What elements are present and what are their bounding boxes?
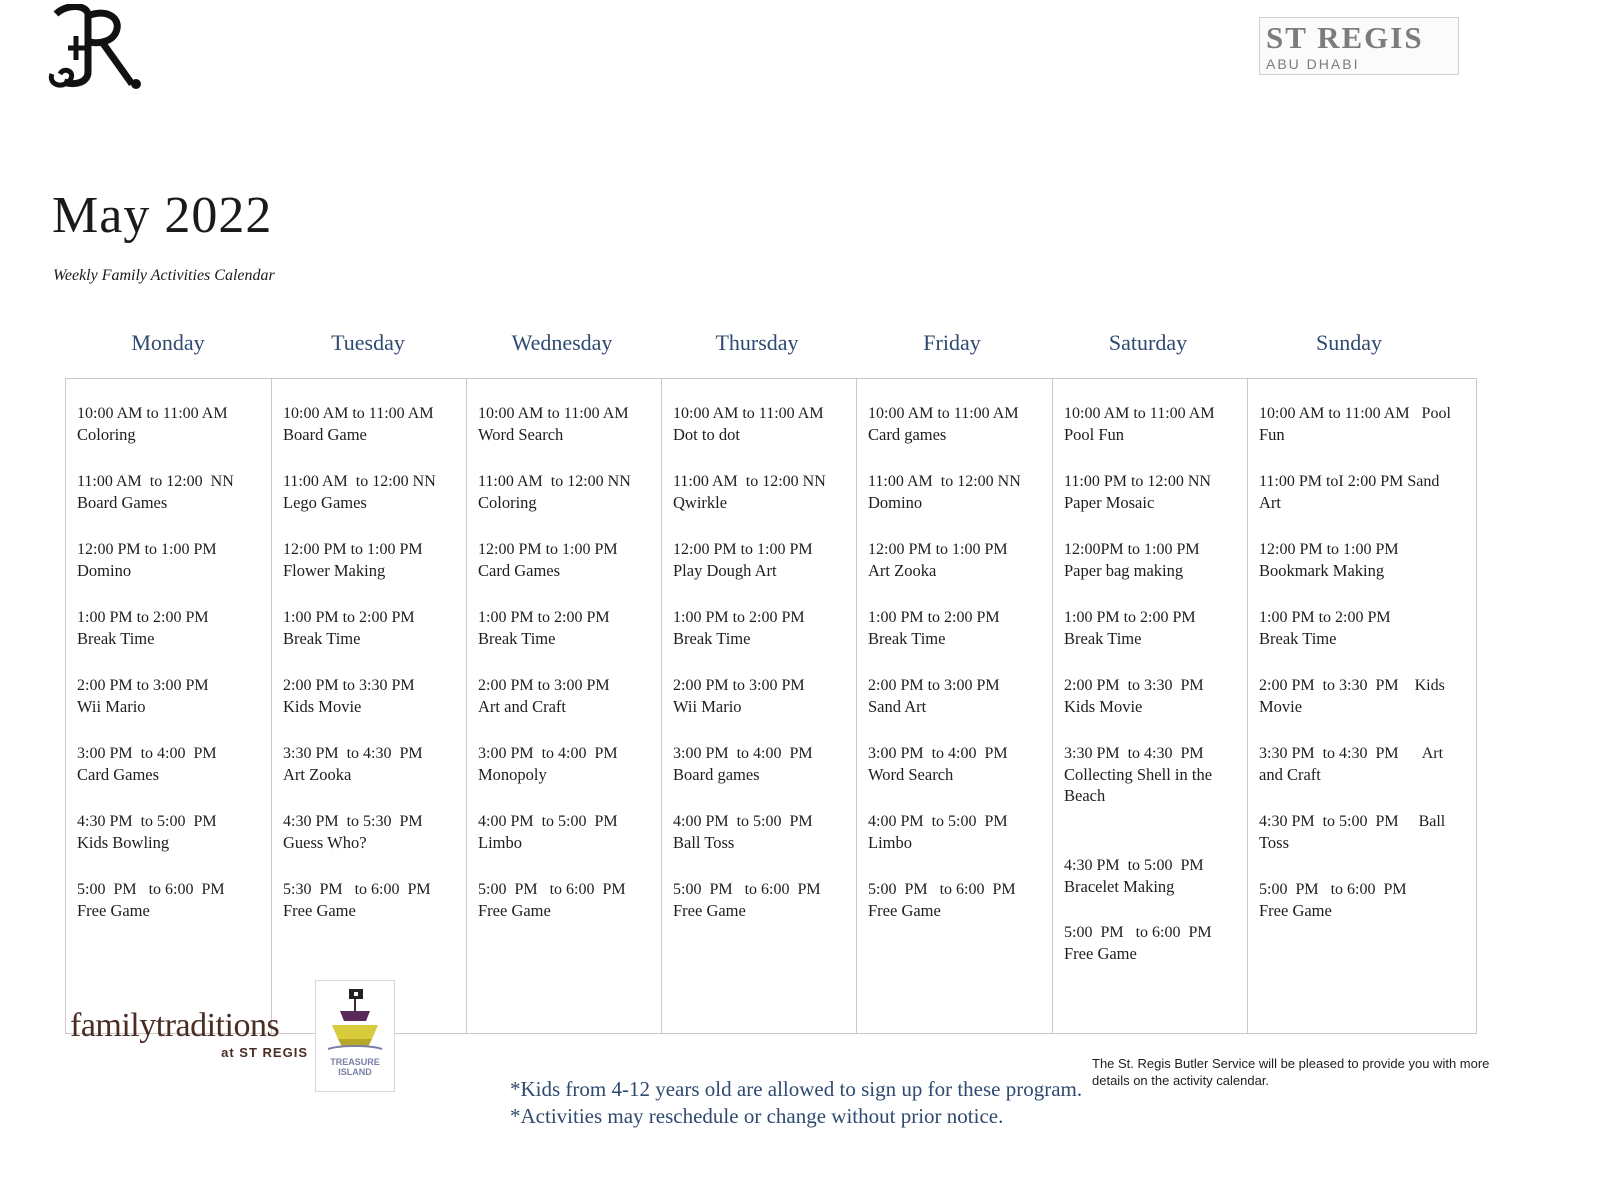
day-header-saturday: Saturday [1108, 330, 1188, 355]
activity-item [868, 607, 1046, 649]
activity-item [77, 607, 265, 649]
activity-time: 4:00 PM to 5:00 PM [673, 813, 813, 830]
activity-time: 5:00 PM to 6:00 PM [1064, 924, 1212, 941]
activity-name: Kids Movie [1064, 697, 1143, 716]
activity-time: 2:00 PM to 3:30 PM [1064, 677, 1204, 694]
calendar-grid [65, 378, 1477, 1034]
activity-time: 1:00 PM to 2:00 PM [283, 609, 415, 626]
activity-time: 2:00 PM to 3:00 PM [673, 677, 805, 694]
activity-name: Wii Mario [673, 697, 742, 716]
activity-time: 10:00 AM to 11:00 AM [478, 405, 629, 422]
activity-time: 1:00 PM to 2:00 PM [673, 609, 805, 626]
activity-item [77, 675, 265, 717]
activity-item [77, 879, 265, 921]
activity-time: 2:00 PM to 3:30 PM [283, 677, 415, 694]
activity-time: 10:00 AM to 11:00 AM [868, 405, 1019, 422]
activity-time: 11:00 AM to 12:00 NN [77, 473, 234, 490]
activity-name: Movie [1259, 697, 1303, 716]
activity-time: 10:00 AM to 11:00 AM [673, 405, 824, 422]
change-note: *Activities may reschedule or change without prior notice. [510, 1104, 1004, 1128]
activity-time: 5:00 PM to 6:00 PM [77, 881, 225, 898]
activity-item [283, 403, 460, 445]
activity-item [478, 811, 655, 853]
activity-name: Free Game [478, 901, 551, 920]
activity-item [868, 403, 1046, 445]
activity-item [673, 675, 850, 717]
activity-item [478, 607, 655, 649]
activity-time: 1:00 PM to 2:00 PM [1064, 609, 1196, 626]
activity-time: 12:00 PM to 1:00 PM [77, 541, 217, 558]
activity-item [1064, 471, 1241, 513]
activity-name: Break Time [283, 629, 361, 648]
activity-time: 3:00 PM to 4:00 PM [478, 745, 618, 762]
activity-item [77, 539, 265, 581]
activity-name: Art Zooka [283, 765, 352, 784]
treasure-island-label: TREASURE ISLAND [330, 1057, 380, 1077]
activity-name: Guess Who? [283, 833, 367, 852]
day-header-monday: Monday [131, 330, 205, 355]
day-headers-row [65, 330, 1465, 360]
st-regis-monogram-logo [46, 4, 146, 90]
activity-name: Collecting Shell in the Beach [1064, 765, 1213, 805]
activity-name: Art Zooka [868, 561, 937, 580]
activity-item [1259, 403, 1469, 445]
day-header-friday: Friday [923, 330, 981, 355]
day-column-saturday [1052, 379, 1247, 1033]
activity-item [283, 471, 460, 513]
activity-name: Break Time [868, 629, 946, 648]
activity-name: Bookmark Making [1259, 561, 1385, 580]
family-traditions-sub: at ST REGIS [221, 1045, 308, 1060]
activity-item [868, 675, 1046, 717]
activity-item [77, 471, 265, 513]
activity-name: Play Dough Art [673, 561, 777, 580]
activity-time: 5:00 PM to 6:00 PM [868, 881, 1016, 898]
activity-item [1259, 675, 1469, 717]
activity-time: 3:30 PM to 4:30 PM [1064, 745, 1204, 762]
activity-item [283, 539, 460, 581]
activity-name: Free Game [1259, 901, 1332, 920]
activity-item [1064, 539, 1241, 581]
activity-name: Word Search [478, 425, 564, 444]
activity-item [77, 403, 265, 445]
activity-item [1064, 675, 1241, 717]
activity-time: 11:00 PM to 12:00 NN [1064, 473, 1211, 490]
activity-item [283, 879, 460, 921]
activity-item [478, 471, 655, 513]
activity-item [478, 539, 655, 581]
activity-name: Free Game [673, 901, 746, 920]
activity-item [1064, 855, 1241, 897]
activity-time: 2:00 PM to 3:00 PM [868, 677, 1000, 694]
activity-item [673, 471, 850, 513]
activity-name: Free Game [1064, 944, 1137, 963]
activity-time: 3:30 PM to 4:30 PM Art [1259, 745, 1444, 762]
activity-name: Break Time [478, 629, 556, 648]
activity-item [478, 403, 655, 445]
activity-item [673, 811, 850, 853]
activity-time: 1:00 PM to 2:00 PM [868, 609, 1000, 626]
activity-item [283, 675, 460, 717]
day-header-thursday: Thursday [715, 330, 799, 355]
activity-item [1259, 743, 1469, 785]
day-header-tuesday: Tuesday [331, 330, 405, 355]
activity-item [478, 743, 655, 785]
activity-time: 4:00 PM to 5:00 PM [478, 813, 618, 830]
activity-time: 12:00 PM to 1:00 PM [283, 541, 423, 558]
activity-item [673, 403, 850, 445]
activity-name: Art and Craft [478, 697, 566, 716]
activity-time: 10:00 AM to 11:00 AM [283, 405, 434, 422]
activity-name: Free Game [283, 901, 356, 920]
activity-name: Domino [868, 493, 923, 512]
activity-name: Art [1259, 493, 1281, 512]
activity-time: 12:00PM to 1:00 PM [1064, 541, 1200, 558]
activity-time: 5:00 PM to 6:00 PM [1259, 881, 1407, 898]
activity-name: Coloring [478, 493, 537, 512]
day-header-wednesday: Wednesday [511, 330, 613, 355]
activity-name: Word Search [868, 765, 954, 784]
activity-item [283, 743, 460, 785]
activity-item [673, 607, 850, 649]
day-column-thursday [661, 379, 856, 1033]
activity-time: 2:00 PM to 3:30 PM Kids [1259, 677, 1445, 694]
activity-name: Ball Toss [673, 833, 735, 852]
brand-name: ST REGIS [1266, 20, 1424, 55]
activity-time: 12:00 PM to 1:00 PM [673, 541, 813, 558]
activity-time: 4:30 PM to 5:00 PM Ball [1259, 813, 1446, 830]
activity-time: 1:00 PM to 2:00 PM [77, 609, 209, 626]
activity-name: Sand Art [868, 697, 927, 716]
day-column-tuesday [271, 379, 466, 1033]
activity-time: 11:00 AM to 12:00 NN [673, 473, 826, 490]
activity-name: Fun [1259, 425, 1285, 444]
activity-time: 4:00 PM to 5:00 PM [868, 813, 1008, 830]
activity-time: 1:00 PM to 2:00 PM [478, 609, 610, 626]
activity-item [77, 811, 265, 853]
treasure-island-logo [315, 980, 395, 1092]
activity-name: Qwirkle [673, 493, 728, 512]
day-column-wednesday [466, 379, 661, 1033]
activity-name: Break Time [1064, 629, 1142, 648]
activity-time: 12:00 PM to 1:00 PM [1259, 541, 1399, 558]
activity-item [1064, 607, 1241, 649]
activity-time: 5:30 PM to 6:00 PM [283, 881, 431, 898]
activity-item [673, 743, 850, 785]
activity-time: 5:00 PM to 6:00 PM [673, 881, 821, 898]
activity-item [868, 879, 1046, 921]
activity-item [1259, 539, 1469, 581]
activity-name: Board Games [77, 493, 168, 512]
activity-time: 11:00 AM to 12:00 NN [478, 473, 631, 490]
activity-item [868, 471, 1046, 513]
activity-time: 11:00 AM to 12:00 NN [868, 473, 1021, 490]
activity-name: Pool Fun [1064, 425, 1125, 444]
activity-time: 1:00 PM to 2:00 PM [1259, 609, 1391, 626]
activity-item [283, 607, 460, 649]
activity-name: Free Game [868, 901, 941, 920]
activity-time: 11:00 PM toI 2:00 PM Sand [1259, 473, 1440, 490]
activity-name: Toss [1259, 833, 1290, 852]
day-column-sunday [1247, 379, 1475, 1033]
st-regis-abu-dhabi-logo [1259, 17, 1459, 75]
activity-name: Board games [673, 765, 760, 784]
activity-time: 4:30 PM to 5:30 PM [283, 813, 423, 830]
activity-name: Domino [77, 561, 132, 580]
page-title: May 2022 [52, 187, 273, 244]
activity-name: Flower Making [283, 561, 386, 580]
activity-item [283, 811, 460, 853]
activity-name: Paper Mosaic [1064, 493, 1155, 512]
activity-name: Card games [868, 425, 947, 444]
activity-time: 10:00 AM to 11:00 AM [1064, 405, 1215, 422]
activity-time: 2:00 PM to 3:00 PM [478, 677, 610, 694]
day-column-monday [66, 379, 271, 1033]
activity-item [77, 743, 265, 785]
activity-name: Kids Bowling [77, 833, 170, 852]
activity-time: 3:00 PM to 4:00 PM [77, 745, 217, 762]
activity-time: 4:30 PM to 5:00 PM [77, 813, 217, 830]
activity-name: Board Game [283, 425, 367, 444]
activity-name: and Craft [1259, 765, 1321, 784]
activity-item [1064, 403, 1241, 445]
activity-name: Break Time [673, 629, 751, 648]
activity-time: 10:00 AM to 11:00 AM Pool [1259, 405, 1451, 422]
activity-time: 3:00 PM to 4:00 PM [868, 745, 1008, 762]
day-header-sunday: Sunday [1316, 330, 1382, 355]
program-notes [510, 1076, 1082, 1130]
butler-service-note: The St. Regis Butler Service will be pleased to provide you with more details on the activity calendar. [1092, 1056, 1490, 1088]
activity-item [478, 675, 655, 717]
activity-name: Wii Mario [77, 697, 146, 716]
activity-name: Monopoly [478, 765, 547, 784]
activity-name: Dot to dot [673, 425, 740, 444]
activity-item [868, 539, 1046, 581]
activity-item [478, 879, 655, 921]
page-subtitle: Weekly Family Activities Calendar [53, 267, 275, 284]
activity-name: Paper bag making [1064, 561, 1184, 580]
activity-time: 3:00 PM to 4:00 PM [673, 745, 813, 762]
activity-name: Lego Games [283, 493, 367, 512]
activity-name: Card Games [478, 561, 561, 580]
activity-name: Limbo [868, 833, 912, 852]
activity-time: 4:30 PM to 5:00 PM [1064, 857, 1204, 874]
age-note: *Kids from 4-12 years old are allowed to sign up for these program. [510, 1077, 1083, 1101]
activity-item [673, 539, 850, 581]
activity-item [673, 879, 850, 921]
activity-time: 5:00 PM to 6:00 PM [478, 881, 626, 898]
activity-item [1259, 879, 1469, 921]
activity-name: Free Game [77, 901, 150, 920]
activity-time: 2:00 PM to 3:00 PM [77, 677, 209, 694]
activity-name: Coloring [77, 425, 136, 444]
activity-name: Break Time [77, 629, 155, 648]
activity-name: Kids Movie [283, 697, 362, 716]
activity-item [1259, 607, 1469, 649]
activity-time: 3:30 PM to 4:30 PM [283, 745, 423, 762]
activity-name: Card Games [77, 765, 160, 784]
day-column-friday [856, 379, 1052, 1033]
pirate-ship-icon [316, 981, 394, 1057]
activity-item [1064, 922, 1241, 964]
activity-item [1064, 743, 1241, 806]
activity-name: Break Time [1259, 629, 1337, 648]
activity-time: 10:00 AM to 11:00 AM [77, 405, 228, 422]
activity-time: 12:00 PM to 1:00 PM [868, 541, 1008, 558]
activity-time: 12:00 PM to 1:00 PM [478, 541, 618, 558]
activity-name: Limbo [478, 833, 522, 852]
activity-item [868, 811, 1046, 853]
activity-time: 11:00 AM to 12:00 NN [283, 473, 436, 490]
activity-item [1259, 811, 1469, 853]
family-traditions-logo [70, 1007, 308, 1060]
activity-item [1259, 471, 1469, 513]
activity-name: Bracelet Making [1064, 877, 1175, 896]
activity-item [868, 743, 1046, 785]
family-traditions-wordmark: familytraditions [70, 1007, 280, 1044]
brand-location: ABU DHABI [1266, 56, 1360, 72]
